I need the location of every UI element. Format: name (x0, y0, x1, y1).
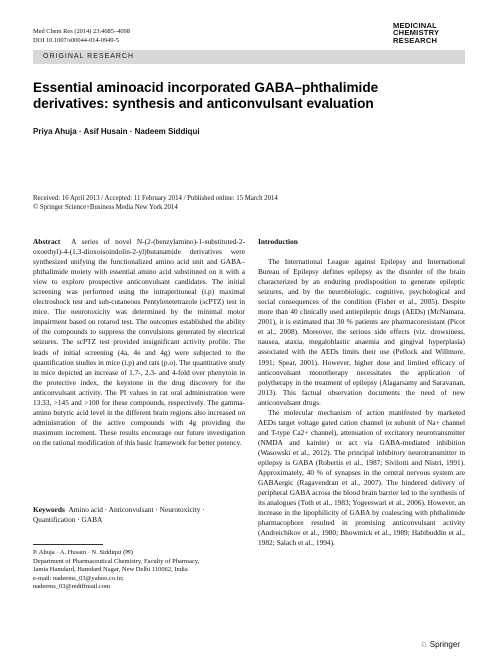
publisher-name: Springer (429, 640, 460, 649)
article-title (33, 80, 463, 112)
affiliation (33, 549, 245, 592)
copyright: © Springer Science+Business Media New York 2014 (33, 204, 178, 211)
affiliation-univ: Jamia Hamdard, Hamdard Nagar, New Delhi 110062, India (33, 566, 188, 574)
received-dates: Received: 16 April 2013 / Accepted: 11 February 2014 / Published online: 15 March 2014 (33, 195, 278, 202)
abstract (33, 237, 245, 448)
logo-line-3: RESEARCH (393, 35, 438, 45)
doi: DOI 10.1007/s00044-014-0949-5 (33, 37, 119, 44)
footnote-rule (33, 544, 103, 545)
logo-line-1: MEDICINAL (393, 21, 437, 30)
affiliation-dept: Department of Pharmaceutical Chemistry, Faculty of Pharmacy, (33, 557, 200, 565)
introduction-heading: Introduction (258, 237, 298, 246)
introduction-paragraph-2: The molecular mechanism of action manifested by marketed AEDs target voltage gated cation channel (α subunit of Na+ channel and T-type Ca2+ channel), attenuation of excitatory neurotransmitter (NMDA and kainite) or act via GABA-mediated inhibition (Wasowski et al., 2012). The principal inhibitory neurotransmitter in epilepsy is GABA (Robertis et al., 1987; Sivilotti and Nistri, 1991). Approximately, 40 % of synapses in the central nervous system are GABAergic (Ragavendran et al., 2007). The hindered delivery of peripheral GABA across the blood brain barrier led to the synthesis of its analogues (Toth et al., 1983; Yogeeswari et al., 2006). However, an increase in the lipophilicity of GABA by coalescing with phthalimide pharmacophore resulted in promising anticonvulsant activity (Andreichikov et al., 1980; Bhowmick et al., 1989; Habibuddin et al., 1982; Salach et al., 1994). (258, 407, 465, 548)
logo-line-2: CHEMISTRY (393, 28, 440, 38)
journal-logo (393, 22, 463, 44)
journal-citation: Med Chem Res (2014) 23:4085–4098 (33, 28, 130, 35)
article-type: ORIGINAL RESEARCH (43, 52, 135, 60)
journal-header (33, 27, 130, 45)
section-band (33, 50, 465, 64)
title-line-2: derivatives: synthesis and anticonvulsant evaluation (33, 96, 374, 111)
abstract-text: A series of novel N-(2-(benzylamino)-1-substituted-2-oxoethyl)-4-(1,3-dioxoisoindolin-2-yl)butanamide derivatives were synthesized unifying the functionalized amino acid unit and GABA–phthalimide moiety with essential amino acid substituted on it with a view to explore prospective anticonvulsant candidates. The initial screening was performed using the intraperitoneal (i.p) maximal electroshock test and sub-cutaneous Pentylenetetrazole (scPTZ) test in mice. The neurotoxicity was determined by the minimal motor impairment based on rotarod test. The outcomes established the ability of the compounds to suppress the convulsions generated by electrical seizures. The scPTZ test provided insignificant activity profile. The leads of initial screening (4a, 4e and 4g) were subjected to the quantification studies in mice (i.p) and rats (p.o). The quantitative study in mice depicted an increase of 1.7-, 2.3- and 4-fold over phenytoin in the protective index, the keystone in the drug discovery for the anticonvulsant activity. The PI values in rat oral administration were 13.33, >145 and >100 for these compounds, respectively. The gamma-amino butyric acid level in the different brain regions also increased on administration of the active compounds with 4g providing the maximum increment. These results encourage our future investigation on the rational modification of this basic framework for better potency. (33, 237, 245, 447)
publisher-mark (420, 640, 460, 649)
springer-icon: ♘ (420, 640, 428, 649)
abstract-label: Abstract (33, 237, 61, 246)
affiliation-email-1[interactable]: e-mail: nadeems_03@yahoo.co.in; (33, 574, 124, 582)
affiliation-email-2[interactable]: nadeems_03@rediffmail.com (33, 583, 111, 591)
introduction (258, 237, 465, 548)
affiliation-names: P. Ahuja · A. Husain · N. Siddiqui (✉) (33, 549, 133, 556)
dates-block (33, 194, 278, 212)
title-line-1: Essential aminoacid incorporated GABA–phthalimide (33, 80, 379, 95)
authors: Priya Ahuja · Asif Husain · Nadeem Siddiqui (33, 127, 200, 136)
keywords-label: Keywords (33, 505, 65, 514)
keywords-text: Amino acid · Anticonvulsant · Neurotoxicity · Quantification · GABA (33, 505, 205, 524)
keywords (33, 505, 245, 525)
introduction-paragraph-1: The International League against Epilepsy and International Bureau of Epilepsy defines epilepsy as the disorder of the brain characterized by an enduring predisposition to generate epileptic seizures, and by the neurobiologic, cognitive, psychological and social consequences of the condition (Fisher et al., 2005). Despite more than 40 clinically used antiepileptic drugs (AEDs) (McNamara, 2001), it is estimated that 30 % patients are pharmacoresistant (Picot et al., 2008). Moreover, the serious side effects (viz. drowsiness, nausea, ataxia, megaloblastic anaemia and gingival hyperplasia) associated with the AEDs limits their use (Pellock and Willmore, 1991; Spear, 2001). However, higher dose and limited efficacy of anticonvulsant monotherapy necessitates the application of polytherapy in the treatment of epilepsy (Alagarsamy and Saravanan, 2013). This factual observation documents the need of new anticonvulsant drugs. (258, 257, 465, 407)
